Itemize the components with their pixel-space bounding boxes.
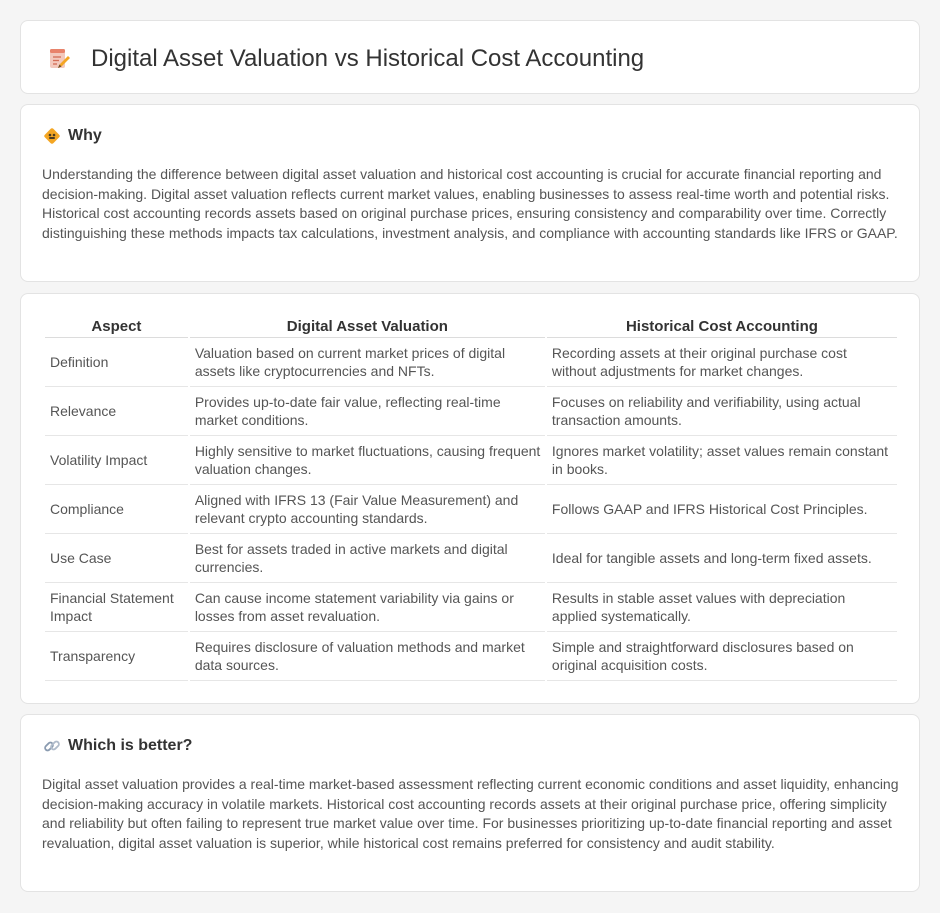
- table-row: [45, 436, 897, 485]
- digital-cell: Provides up-to-date fair value, reflecting real-time market conditions.: [190, 387, 545, 436]
- digital-cell: Valuation based on current market prices of digital assets like cryptocurrencies and NFTs.: [190, 338, 545, 387]
- aspect-cell: Financial Statement Impact: [45, 583, 188, 632]
- historical-cell: Ignores market volatility; asset values remain constant in books.: [547, 436, 897, 485]
- historical-cell: Focuses on reliability and verifiability, using actual transaction amounts.: [547, 387, 897, 436]
- historical-cell: Ideal for tangible assets and long-term fixed assets.: [547, 534, 897, 583]
- table-row: [45, 632, 897, 681]
- why-body: Understanding the difference between digital asset valuation and historical cost accounting is crucial for accurate financial reporting and decision-making. Digital asset valuation reflects current market values, enabling businesses to assess real-time worth and potential risks. Historical cost accounting records assets based on original purchase prices, ensuring consistency and comparability over time. Correctly distinguishing these methods impacts tax calculations, investment analysis, and compliance with accounting standards like IFRS or GAAP.: [42, 166, 898, 241]
- historical-cell: Recording assets at their original purchase cost without adjustments for market changes.: [547, 338, 897, 387]
- why-header: [43, 127, 102, 145]
- aspect-cell: Definition: [45, 338, 188, 387]
- header-aspect: Aspect: [45, 316, 188, 338]
- historical-cell: Results in stable asset values with depreciation applied systematically.: [547, 583, 897, 632]
- historical-cell: Follows GAAP and IFRS Historical Cost Principles.: [547, 485, 897, 534]
- why-title: Why: [68, 127, 102, 144]
- title-row: [47, 45, 644, 73]
- digital-cell: Can cause income statement variability via gains or losses from asset revaluation.: [190, 583, 545, 632]
- table-row: [45, 338, 897, 387]
- aspect-cell: Transparency: [45, 632, 188, 681]
- digital-cell: Requires disclosure of valuation methods and market data sources.: [190, 632, 545, 681]
- table-row: [45, 534, 897, 583]
- aspect-cell: Relevance: [45, 387, 188, 436]
- header-digital-asset-valuation: Digital Asset Valuation: [190, 316, 545, 338]
- digital-cell: Highly sensitive to market fluctuations, causing frequent valuation changes.: [190, 436, 545, 485]
- header-historical-cost-accounting: Historical Cost Accounting: [547, 316, 897, 338]
- digital-cell: Best for assets traded in active markets and digital currencies.: [190, 534, 545, 583]
- comparison-table: [43, 316, 899, 681]
- title-card: [20, 20, 920, 94]
- page-title: Digital Asset Valuation vs Historical Cost Accounting: [91, 45, 645, 72]
- table-header-row: [45, 316, 897, 338]
- warning-sign-icon: [43, 127, 61, 145]
- better-section: [20, 714, 920, 892]
- why-section: [20, 104, 920, 282]
- better-title: Which is better?: [68, 737, 193, 754]
- table-row: [45, 485, 897, 534]
- comparison-card: [20, 293, 920, 704]
- aspect-cell: Volatility Impact: [45, 436, 188, 485]
- digital-cell: Aligned with IFRS 13 (Fair Value Measurement) and relevant crypto accounting standards.: [190, 485, 545, 534]
- memo-pencil-icon: [47, 47, 71, 71]
- table-row: [45, 583, 897, 632]
- better-header: [43, 737, 192, 755]
- aspect-cell: Compliance: [45, 485, 188, 534]
- aspect-cell: Use Case: [45, 534, 188, 583]
- better-body: Digital asset valuation provides a real-time market-based assessment reflecting current economic conditions and asset liquidity, enhancing decision-making accuracy in volatile markets. Historical cost accounting records assets at their original purchase price, offering simplicity and reliability but often failing to represent true market value over time. For businesses prioritizing up-to-date financial reporting and asset revaluation, digital asset valuation is superior, while historical cost remains preferred for consistency and audit stability.: [42, 776, 899, 851]
- historical-cell: Simple and straightforward disclosures based on original acquisition costs.: [547, 632, 897, 681]
- table-row: [45, 387, 897, 436]
- link-icon: [43, 737, 61, 755]
